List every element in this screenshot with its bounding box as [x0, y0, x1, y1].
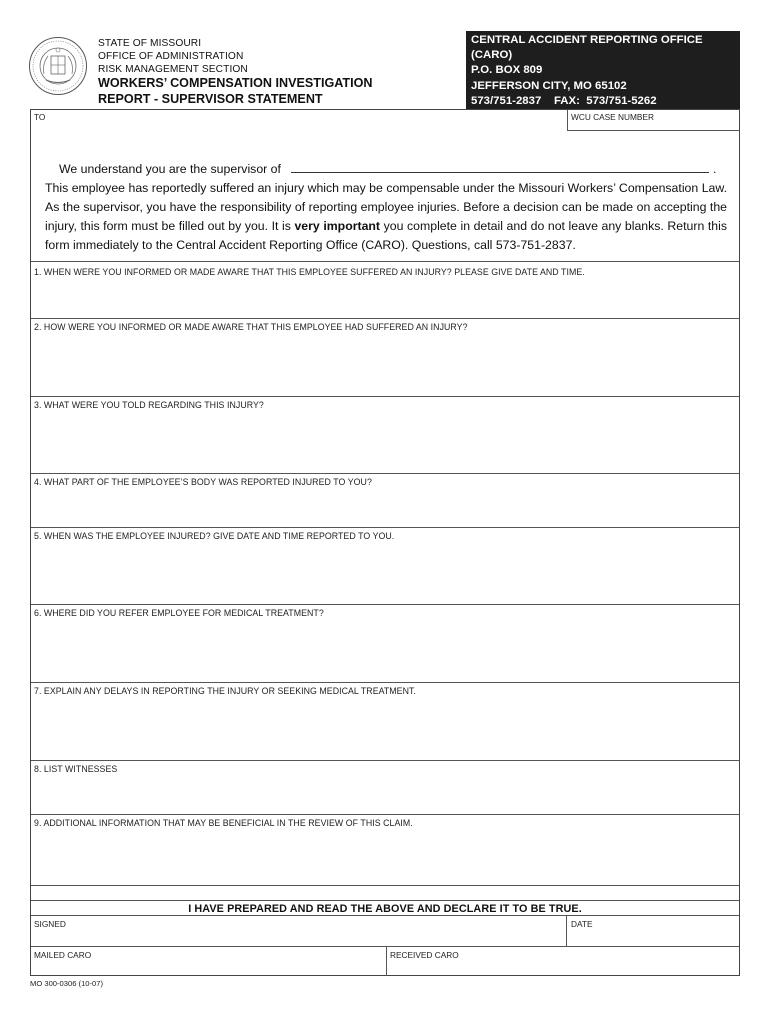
answer-2-field[interactable]: [31, 335, 739, 395]
mailed-caro-label: MAILED CARO: [34, 950, 92, 960]
agency-line-state: STATE OF MISSOURI: [98, 38, 202, 49]
divider: [31, 473, 739, 474]
divider: [567, 110, 568, 130]
divider: [31, 760, 739, 761]
form-title: [98, 76, 373, 107]
to-field[interactable]: [51, 110, 561, 130]
received-caro-field[interactable]: [387, 947, 740, 976]
intro-text-2: you complete in detail and do not leave any blanks. Return this form immediately to the Central Accident Reporting Office (CARO). Questions, call 573-751-2837.: [45, 219, 728, 252]
agency-line-office: OFFICE OF ADMINISTRATION: [98, 51, 244, 62]
caro-line-2: (CARO): [471, 49, 513, 62]
question-9: 9. ADDITIONAL INFORMATION THAT MAY BE BENEFICIAL IN THE REVIEW OF THIS CLAIM.: [34, 818, 413, 828]
date-field[interactable]: [567, 916, 740, 946]
intro-lead-end: .: [712, 162, 717, 176]
answer-5-field[interactable]: [31, 544, 739, 604]
divider: [31, 604, 739, 605]
question-7: 7. EXPLAIN ANY DELAYS IN REPORTING THE INJURY OR SEEKING MEDICAL TREATMENT.: [34, 686, 416, 696]
declaration-text: I HAVE PREPARED AND READ THE ABOVE AND DECLARE IT TO BE TRUE.: [188, 903, 582, 915]
agency-line-section: RISK MANAGEMENT SECTION: [98, 64, 248, 75]
form-number: MO 300-0306 (10-07): [30, 979, 104, 988]
supervisor-of-field[interactable]: [291, 160, 709, 173]
received-caro-label: RECEIVED CARO: [390, 950, 459, 960]
divider: [31, 682, 739, 683]
answer-9-field[interactable]: [31, 831, 739, 885]
answer-6-field[interactable]: [31, 621, 739, 681]
question-5: 5. WHEN WAS THE EMPLOYEE INJURED? GIVE DATE AND TIME REPORTED TO YOU.: [34, 531, 395, 541]
caro-address-box: [466, 31, 740, 109]
caro-line-4: JEFFERSON CITY, MO 65102: [471, 79, 627, 92]
answer-7-field[interactable]: [31, 699, 739, 759]
answer-8-field[interactable]: [31, 777, 739, 814]
divider: [31, 900, 739, 901]
intro-bold: very important: [294, 219, 381, 233]
divider: [31, 396, 739, 397]
signature-field[interactable]: [31, 916, 565, 946]
form-title-line-1: WORKERS’ COMPENSATION INVESTIGATION: [98, 76, 373, 90]
intro-text-1: This employee has reportedly suffered an injury which may be compensable under the Missouri Workers’ Compensation Law. As the supervisor, you have the responsibility of reporting employee injuries. Before a decision can be made on accepting the injury, this form must be filled out by you. It is: [45, 181, 727, 233]
intro-paragraph: [45, 160, 727, 255]
agency-block: [98, 37, 248, 76]
case-number-label: WCU CASE NUMBER: [571, 112, 654, 122]
divider: [31, 318, 739, 319]
date-label: DATE: [571, 919, 593, 929]
answer-1-field[interactable]: [31, 280, 739, 317]
question-6: 6. WHERE DID YOU REFER EMPLOYEE FOR MEDICAL TREATMENT?: [34, 608, 324, 618]
question-1: 1. WHEN WERE YOU INFORMED OR MADE AWARE THAT THIS EMPLOYEE SUFFERED AN INJURY? PLEASE GIVE DATE AND TIME.: [34, 267, 585, 277]
signed-label: SIGNED: [34, 919, 66, 929]
state-seal-icon: [28, 36, 88, 96]
divider: [31, 527, 739, 528]
case-number-field[interactable]: [568, 131, 740, 151]
caro-line-1: CENTRAL ACCIDENT REPORTING OFFICE: [471, 34, 703, 46]
form-body: [30, 109, 740, 976]
answer-4-field[interactable]: [31, 490, 739, 527]
intro-lead: We understand you are the supervisor of: [59, 162, 281, 176]
divider: [31, 885, 739, 886]
question-4: 4. WHAT PART OF THE EMPLOYEE’S BODY WAS REPORTED INJURED TO YOU?: [34, 477, 372, 487]
to-label: TO: [34, 112, 46, 122]
answer-3-field[interactable]: [31, 413, 739, 473]
divider: [31, 814, 739, 815]
question-3: 3. WHAT WERE YOU TOLD REGARDING THIS INJURY?: [34, 400, 264, 410]
caro-line-5: 573/751-2837 FAX: 573/751-5262: [471, 94, 657, 107]
divider: [31, 261, 739, 262]
form-title-line-2: REPORT - SUPERVISOR STATEMENT: [98, 91, 323, 106]
mailed-caro-field[interactable]: [31, 947, 385, 976]
caro-line-3: P.O. BOX 809: [471, 64, 543, 77]
question-8: 8. LIST WITNESSES: [34, 764, 118, 774]
question-2: 2. HOW WERE YOU INFORMED OR MADE AWARE THAT THIS EMPLOYEE HAD SUFFERED AN INJURY?: [34, 322, 468, 332]
